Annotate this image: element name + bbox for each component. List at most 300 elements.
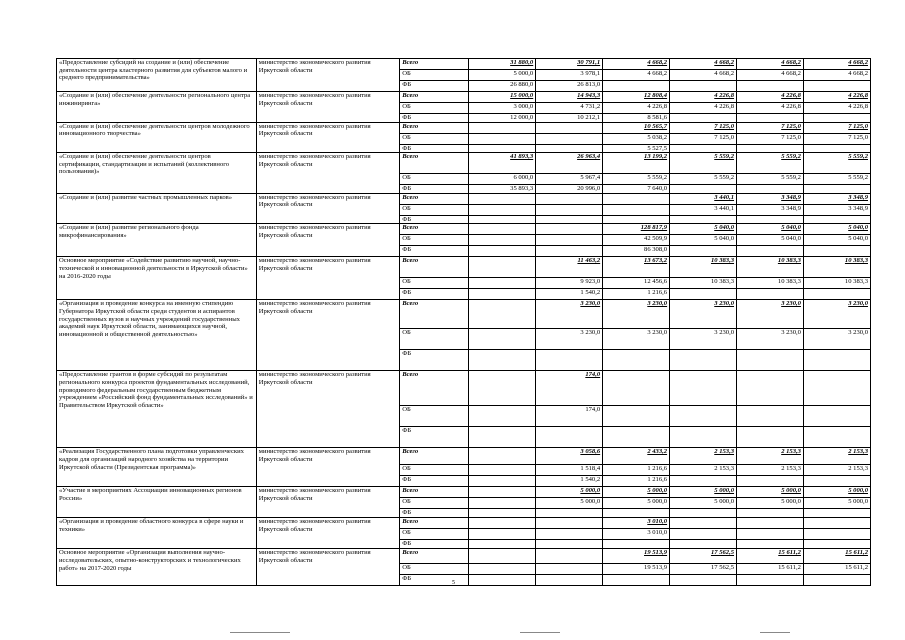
funding-source: ФБ xyxy=(400,81,469,92)
amount-cell: 3 230,0 xyxy=(670,300,737,329)
amount-cell xyxy=(670,529,737,540)
funding-source: ОБ xyxy=(400,235,469,246)
amount-cell: 5 000,0 xyxy=(737,487,804,498)
amount-cell xyxy=(670,215,737,224)
amount-cell xyxy=(670,114,737,123)
amount-cell xyxy=(469,193,536,204)
amount-cell: 3 230,0 xyxy=(603,300,670,329)
amount-cell: 5 559,2 xyxy=(737,153,804,174)
funding-source: ФБ xyxy=(400,289,469,300)
funding-source: ОБ xyxy=(400,564,469,575)
funding-source: Всего xyxy=(400,153,469,174)
amount-cell xyxy=(803,350,870,371)
activity-name: «Организация и проведение областного конкурса в сфере науки и техники» xyxy=(57,518,257,549)
funding-source: ФБ xyxy=(400,476,469,487)
amount-cell: 13 199,2 xyxy=(603,153,670,174)
amount-cell: 3 978,1 xyxy=(536,70,603,81)
amount-cell: 3 348,9 xyxy=(737,193,804,204)
responsible-executor: министерство экономического развития Иркутской области xyxy=(256,448,399,487)
amount-cell xyxy=(737,246,804,257)
amount-cell: 41 893,3 xyxy=(469,153,536,174)
amount-cell: 26 813,0 xyxy=(536,81,603,92)
amount-cell: 5 040,0 xyxy=(737,235,804,246)
amount-cell: 4 226,8 xyxy=(670,103,737,114)
amount-cell: 10 383,3 xyxy=(737,257,804,278)
amount-cell xyxy=(469,575,536,586)
amount-cell: 19 513,9 xyxy=(603,564,670,575)
amount-cell xyxy=(536,549,603,564)
amount-cell: 5 559,2 xyxy=(670,153,737,174)
funding-source: Всего xyxy=(400,92,469,103)
amount-cell: 4 668,2 xyxy=(670,59,737,70)
activity-name: «Организация и проведение конкурса на именную стипендию Губернатора Иркутской области среди студентов и аспирантов государственных вузов и научных учреждений государственных академий наук Иркутской области, занимающихся научной, инновационной и общественной деятельностью» xyxy=(57,300,257,371)
amount-cell: 3 348,9 xyxy=(803,204,870,215)
amount-cell xyxy=(536,540,603,549)
table-row xyxy=(57,300,871,329)
activity-name: «Предоставление грантов в форме субсидий по результатам регионального конкурса проектов фундаментальных исследований, проводимого федеральным государственным бюджетным учреждением «Российский фонд фундаментальных исследований» и Правительством Иркутской области» xyxy=(57,371,257,448)
amount-cell xyxy=(670,518,737,529)
amount-cell xyxy=(536,427,603,448)
amount-cell xyxy=(469,487,536,498)
table-row xyxy=(57,518,871,529)
amount-cell xyxy=(737,518,804,529)
amount-cell xyxy=(603,81,670,92)
scan-artifact xyxy=(760,632,790,633)
amount-cell: 11 463,2 xyxy=(536,257,603,278)
responsible-executor: министерство экономического развития Иркутской области xyxy=(256,371,399,448)
amount-cell: 19 513,9 xyxy=(603,549,670,564)
funding-source: ФБ xyxy=(400,427,469,448)
amount-cell xyxy=(469,246,536,257)
amount-cell: 4 668,2 xyxy=(603,70,670,81)
amount-cell xyxy=(469,371,536,406)
amount-cell: 3 230,0 xyxy=(737,300,804,329)
amount-cell xyxy=(469,235,536,246)
amount-cell: 5 038,2 xyxy=(603,133,670,144)
amount-cell xyxy=(536,235,603,246)
table-row xyxy=(57,371,871,406)
amount-cell xyxy=(469,448,536,465)
amount-cell xyxy=(737,575,804,586)
funding-source: ФБ xyxy=(400,575,469,586)
amount-cell: 15 611,2 xyxy=(803,549,870,564)
amount-cell xyxy=(536,122,603,133)
amount-cell xyxy=(469,476,536,487)
responsible-executor: министерство экономического развития Иркутской области xyxy=(256,487,399,518)
funding-source: ФБ xyxy=(400,185,469,194)
amount-cell: 7 125,0 xyxy=(670,122,737,133)
amount-cell: 1 540,2 xyxy=(536,289,603,300)
amount-cell: 5 040,0 xyxy=(737,224,804,235)
amount-cell: 86 308,0 xyxy=(603,246,670,257)
amount-cell: 3 348,9 xyxy=(737,204,804,215)
amount-cell: 1 540,2 xyxy=(536,476,603,487)
amount-cell xyxy=(536,246,603,257)
amount-cell xyxy=(803,575,870,586)
amount-cell xyxy=(803,114,870,123)
amount-cell: 5 000,0 xyxy=(803,487,870,498)
amount-cell xyxy=(469,257,536,278)
amount-cell xyxy=(469,529,536,540)
funding-source: Всего xyxy=(400,371,469,406)
amount-cell xyxy=(670,476,737,487)
funding-source: ФБ xyxy=(400,114,469,123)
table-row xyxy=(57,122,871,133)
amount-cell: 2 153,3 xyxy=(803,448,870,465)
amount-cell xyxy=(469,144,536,153)
funding-source: Всего xyxy=(400,59,469,70)
amount-cell: 5 967,4 xyxy=(536,174,603,185)
amount-cell: 1 216,6 xyxy=(603,289,670,300)
activity-name: «Создание и (или) обеспечение деятельности центров молодежного инновационного творчества» xyxy=(57,122,257,153)
responsible-executor: министерство экономического развития Иркутской области xyxy=(256,300,399,371)
amount-cell xyxy=(803,371,870,406)
amount-cell: 2 153,3 xyxy=(737,448,804,465)
amount-cell: 128 817,9 xyxy=(603,224,670,235)
amount-cell xyxy=(803,540,870,549)
amount-cell: 1 216,6 xyxy=(603,476,670,487)
amount-cell: 8 581,6 xyxy=(603,114,670,123)
amount-cell: 2 153,3 xyxy=(670,448,737,465)
amount-cell: 5 559,2 xyxy=(670,174,737,185)
amount-cell xyxy=(803,406,870,427)
table-row xyxy=(57,153,871,174)
amount-cell: 3 440,1 xyxy=(670,193,737,204)
funding-source: ОБ xyxy=(400,329,469,350)
amount-cell xyxy=(670,289,737,300)
funding-source: ОБ xyxy=(400,103,469,114)
amount-cell: 5 040,0 xyxy=(670,224,737,235)
amount-cell xyxy=(469,406,536,427)
amount-cell xyxy=(670,427,737,448)
amount-cell xyxy=(603,193,670,204)
amount-cell xyxy=(737,509,804,518)
amount-cell xyxy=(536,193,603,204)
amount-cell xyxy=(803,81,870,92)
amount-cell: 3 230,0 xyxy=(603,329,670,350)
amount-cell xyxy=(536,144,603,153)
amount-cell xyxy=(469,204,536,215)
amount-cell xyxy=(536,575,603,586)
amount-cell: 4 668,2 xyxy=(603,59,670,70)
activity-name: Основное мероприятие «Организация выполнения научно-исследовательских, опытно-конструкторских и технологических работ» на 2017-2020 годы xyxy=(57,549,257,586)
amount-cell xyxy=(536,350,603,371)
amount-cell: 20 996,0 xyxy=(536,185,603,194)
budget-table-sheet xyxy=(56,58,871,586)
amount-cell xyxy=(603,540,670,549)
responsible-executor: министерство экономического развития Иркутской области xyxy=(256,92,399,123)
amount-cell xyxy=(469,289,536,300)
amount-cell: 174,0 xyxy=(536,371,603,406)
funding-source: ФБ xyxy=(400,144,469,153)
amount-cell: 5 559,2 xyxy=(603,174,670,185)
amount-cell xyxy=(603,406,670,427)
funding-source: Всего xyxy=(400,487,469,498)
activity-name: «Предоставление субсидий на создание и (или) обеспечение деятельности центра кластерного развития для субъектов малого и среднего предпринимательства» xyxy=(57,59,257,92)
amount-cell xyxy=(603,350,670,371)
amount-cell: 5 000,0 xyxy=(469,70,536,81)
activity-name: «Участие в мероприятиях Ассоциации инновационных регионов России» xyxy=(57,487,257,518)
table-row xyxy=(57,448,871,465)
funding-source: Всего xyxy=(400,224,469,235)
amount-cell xyxy=(536,564,603,575)
amount-cell xyxy=(737,529,804,540)
amount-cell: 2 153,3 xyxy=(803,465,870,476)
amount-cell: 4 226,8 xyxy=(670,92,737,103)
amount-cell xyxy=(803,144,870,153)
funding-source: ОБ xyxy=(400,70,469,81)
amount-cell: 10 383,3 xyxy=(670,278,737,289)
amount-cell xyxy=(737,289,804,300)
amount-cell: 17 562,5 xyxy=(670,549,737,564)
table-row xyxy=(57,549,871,564)
funding-source: Всего xyxy=(400,518,469,529)
amount-cell: 3 230,0 xyxy=(536,329,603,350)
amount-cell xyxy=(469,465,536,476)
amount-cell: 5 040,0 xyxy=(670,235,737,246)
amount-cell xyxy=(803,529,870,540)
funding-source: ОБ xyxy=(400,133,469,144)
amount-cell xyxy=(469,278,536,289)
scan-artifact xyxy=(230,632,290,633)
amount-cell: 26 963,4 xyxy=(536,153,603,174)
funding-source: Всего xyxy=(400,193,469,204)
amount-cell: 6 000,0 xyxy=(469,174,536,185)
amount-cell xyxy=(536,204,603,215)
table-row xyxy=(57,224,871,235)
responsible-executor: министерство экономического развития Иркутской области xyxy=(256,549,399,586)
amount-cell: 4 226,8 xyxy=(737,103,804,114)
responsible-executor: министерство экономического развития Иркутской области xyxy=(256,153,399,194)
activity-name: «Реализация Государственного плана подготовки управленческих кадров для организаций народного хозяйства на территории Иркутской области (Президентская программа)» xyxy=(57,448,257,487)
amount-cell xyxy=(469,122,536,133)
activity-name: «Создание и (или) развитие частных промышленных парков» xyxy=(57,193,257,224)
amount-cell xyxy=(737,81,804,92)
responsible-executor: министерство экономического развития Иркутской области xyxy=(256,518,399,549)
amount-cell: 4 668,2 xyxy=(737,70,804,81)
amount-cell: 15 611,2 xyxy=(737,564,804,575)
amount-cell xyxy=(469,564,536,575)
amount-cell xyxy=(803,509,870,518)
funding-source: ОБ xyxy=(400,204,469,215)
funding-source: Всего xyxy=(400,257,469,278)
amount-cell xyxy=(603,427,670,448)
amount-cell: 10 212,1 xyxy=(536,114,603,123)
amount-cell: 1 216,6 xyxy=(603,465,670,476)
amount-cell xyxy=(670,81,737,92)
amount-cell: 4 731,2 xyxy=(536,103,603,114)
amount-cell: 3 058,6 xyxy=(536,448,603,465)
amount-cell xyxy=(603,509,670,518)
amount-cell xyxy=(469,540,536,549)
responsible-executor: министерство экономического развития Иркутской области xyxy=(256,257,399,300)
amount-cell xyxy=(737,114,804,123)
amount-cell: 9 923,0 xyxy=(536,278,603,289)
amount-cell xyxy=(670,371,737,406)
activity-name: «Создание и (или) обеспечение деятельности центров сертификации, стандартизации и испытаний (коллективного пользования)» xyxy=(57,153,257,194)
amount-cell: 7 125,0 xyxy=(670,133,737,144)
amount-cell xyxy=(737,427,804,448)
amount-cell: 5 559,2 xyxy=(737,174,804,185)
amount-cell: 5 559,2 xyxy=(803,174,870,185)
amount-cell: 3 230,0 xyxy=(803,329,870,350)
amount-cell xyxy=(536,215,603,224)
amount-cell xyxy=(737,215,804,224)
amount-cell xyxy=(737,185,804,194)
funding-source: Всего xyxy=(400,300,469,329)
amount-cell: 4 226,8 xyxy=(803,103,870,114)
amount-cell: 5 000,0 xyxy=(803,498,870,509)
amount-cell xyxy=(603,575,670,586)
amount-cell xyxy=(469,300,536,329)
table-row xyxy=(57,487,871,498)
amount-cell: 10 383,3 xyxy=(803,257,870,278)
amount-cell: 7 125,0 xyxy=(737,133,804,144)
funding-source: Всего xyxy=(400,549,469,564)
amount-cell xyxy=(536,529,603,540)
funding-source: ОБ xyxy=(400,406,469,427)
responsible-executor: министерство экономического развития Иркутской области xyxy=(256,122,399,153)
amount-cell xyxy=(469,133,536,144)
funding-source: Всего xyxy=(400,122,469,133)
amount-cell xyxy=(536,224,603,235)
amount-cell: 3 000,0 xyxy=(469,103,536,114)
amount-cell: 2 153,3 xyxy=(737,465,804,476)
table-row xyxy=(57,59,871,70)
amount-cell xyxy=(737,350,804,371)
amount-cell: 5 559,2 xyxy=(803,153,870,174)
amount-cell: 5 527,5 xyxy=(603,144,670,153)
table-row xyxy=(57,257,871,278)
amount-cell: 12 456,6 xyxy=(603,278,670,289)
funding-source: ФБ xyxy=(400,246,469,257)
amount-cell: 4 668,2 xyxy=(803,59,870,70)
budget-table xyxy=(56,58,871,586)
amount-cell: 10 383,3 xyxy=(737,278,804,289)
amount-cell: 15 000,0 xyxy=(469,92,536,103)
amount-cell xyxy=(737,406,804,427)
amount-cell xyxy=(803,215,870,224)
amount-cell xyxy=(469,350,536,371)
amount-cell: 7 125,0 xyxy=(803,133,870,144)
amount-cell: 4 226,8 xyxy=(803,92,870,103)
amount-cell xyxy=(536,133,603,144)
amount-cell xyxy=(469,224,536,235)
amount-cell: 4 226,8 xyxy=(603,103,670,114)
amount-cell: 3 010,0 xyxy=(603,518,670,529)
amount-cell: 5 000,0 xyxy=(603,487,670,498)
amount-cell: 1 518,4 xyxy=(536,465,603,476)
activity-name: Основное мероприятие «Содействие развитию научной, научно-технической и инновационной деятельности в Иркутской области» на 2016-2020 годы xyxy=(57,257,257,300)
amount-cell xyxy=(469,509,536,518)
amount-cell: 30 791,1 xyxy=(536,59,603,70)
amount-cell: 17 562,5 xyxy=(670,564,737,575)
funding-source: ОБ xyxy=(400,174,469,185)
amount-cell xyxy=(803,185,870,194)
amount-cell: 15 611,2 xyxy=(737,549,804,564)
amount-cell: 10 383,3 xyxy=(803,278,870,289)
funding-source: ОБ xyxy=(400,529,469,540)
amount-cell: 26 880,0 xyxy=(469,81,536,92)
amount-cell: 5 000,0 xyxy=(670,487,737,498)
amount-cell xyxy=(469,215,536,224)
amount-cell xyxy=(737,540,804,549)
amount-cell xyxy=(469,498,536,509)
responsible-executor: министерство экономического развития Иркутской области xyxy=(256,224,399,257)
amount-cell: 12 000,0 xyxy=(469,114,536,123)
responsible-executor: министерство экономического развития Иркутской области xyxy=(256,193,399,224)
amount-cell: 3 440,1 xyxy=(670,204,737,215)
funding-source: ФБ xyxy=(400,540,469,549)
amount-cell: 3 348,9 xyxy=(803,193,870,204)
amount-cell: 174,0 xyxy=(536,406,603,427)
amount-cell xyxy=(803,476,870,487)
amount-cell xyxy=(670,575,737,586)
amount-cell xyxy=(737,144,804,153)
amount-cell: 5 040,0 xyxy=(803,235,870,246)
amount-cell xyxy=(536,518,603,529)
amount-cell: 3 230,0 xyxy=(536,300,603,329)
scan-artifact xyxy=(520,632,560,633)
page-number: 5 xyxy=(452,580,455,586)
amount-cell: 5 000,0 xyxy=(603,498,670,509)
amount-cell xyxy=(737,371,804,406)
amount-cell: 7 125,0 xyxy=(737,122,804,133)
amount-cell: 4 668,2 xyxy=(803,70,870,81)
amount-cell xyxy=(603,204,670,215)
amount-cell: 5 000,0 xyxy=(737,498,804,509)
amount-cell: 2 153,3 xyxy=(670,465,737,476)
amount-cell: 5 000,0 xyxy=(536,487,603,498)
activity-name: «Создание и (или) обеспечение деятельности регионального центра инжиниринга» xyxy=(57,92,257,123)
amount-cell: 10 565,7 xyxy=(603,122,670,133)
budget-table-body xyxy=(57,59,871,586)
amount-cell: 13 673,2 xyxy=(603,257,670,278)
amount-cell xyxy=(469,549,536,564)
amount-cell: 7 125,0 xyxy=(803,122,870,133)
table-row xyxy=(57,193,871,204)
amount-cell xyxy=(469,329,536,350)
funding-source: ФБ xyxy=(400,509,469,518)
amount-cell xyxy=(803,518,870,529)
amount-cell: 3 010,0 xyxy=(603,529,670,540)
amount-cell: 3 230,0 xyxy=(737,329,804,350)
activity-name: «Создание и (или) развитие регионального фонда микрофинансирования» xyxy=(57,224,257,257)
amount-cell: 3 230,0 xyxy=(803,300,870,329)
amount-cell: 7 640,0 xyxy=(603,185,670,194)
amount-cell xyxy=(737,476,804,487)
funding-source: ОБ xyxy=(400,498,469,509)
amount-cell: 4 668,2 xyxy=(737,59,804,70)
amount-cell xyxy=(670,540,737,549)
amount-cell: 5 040,0 xyxy=(803,224,870,235)
amount-cell: 5 000,0 xyxy=(670,498,737,509)
amount-cell: 3 230,0 xyxy=(670,329,737,350)
funding-source: ФБ xyxy=(400,215,469,224)
amount-cell xyxy=(803,246,870,257)
amount-cell: 15 611,2 xyxy=(803,564,870,575)
amount-cell xyxy=(670,246,737,257)
funding-source: ОБ xyxy=(400,278,469,289)
amount-cell: 31 880,0 xyxy=(469,59,536,70)
amount-cell xyxy=(670,185,737,194)
funding-source: ФБ xyxy=(400,350,469,371)
amount-cell xyxy=(803,289,870,300)
amount-cell xyxy=(670,406,737,427)
amount-cell xyxy=(469,427,536,448)
responsible-executor: министерство экономического развития Иркутской области xyxy=(256,59,399,92)
amount-cell xyxy=(536,509,603,518)
